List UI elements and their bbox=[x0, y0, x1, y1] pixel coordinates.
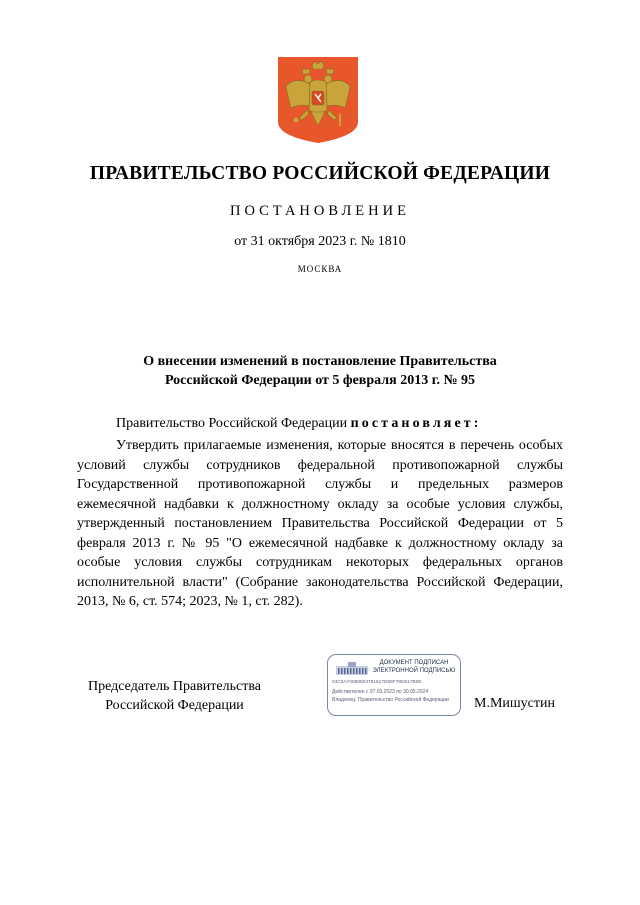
ecp-owner: Владелец: Правительство Российской Федерации bbox=[332, 697, 449, 703]
ecp-heading bbox=[370, 660, 458, 675]
preamble-text: Правительство Российской Федерации bbox=[116, 416, 351, 431]
subject-line-1: О внесении изменений в постановление Правительства bbox=[143, 354, 497, 369]
document-subject bbox=[0, 352, 640, 390]
subject-line-2: Российской Федерации от 5 февраля 2013 г. № 95 bbox=[164, 373, 476, 388]
ecp-validity: Действителен с 07.03.2023 по 30.05.2024 bbox=[332, 689, 429, 695]
electronic-signature-stamp bbox=[327, 654, 461, 716]
body-paragraph: Утвердить прилагаемые изменения, которые вносятся в перечень особых условий службы сотрудников федеральной противопожарной службы Государственной противопожарной службы и предельных размеров ежемесячной надбавки к должностному окладу за особые условия службы, утвержденный постановлением Правительства Российской Федерации от 5 февраля 2013 г. № 95 "О ежемесячной надбавке к должностному окладу за особые условия службы сотрудникам некоторых федеральных органов исполнительной власти" (Собрание законодательства Российской Федерации, 2013, № 6, ст. 574; 2023, № 1, ст. 282). bbox=[77, 438, 563, 609]
signer-position bbox=[77, 677, 272, 715]
eagle-emblem-icon bbox=[277, 56, 359, 144]
government-title: ПРАВИТЕЛЬСТВО РОССИЙСКОЙ ФЕДЕРАЦИИ bbox=[89, 163, 551, 184]
signer-name: М.Мишустин bbox=[474, 696, 555, 711]
government-building-icon bbox=[334, 661, 370, 676]
signer-position-line-2: Российской Федерации bbox=[105, 698, 244, 713]
preamble bbox=[116, 416, 482, 432]
coat-of-arms bbox=[277, 56, 359, 144]
ecp-heading-line-1: ДОКУМЕНТ ПОДПИСАН bbox=[379, 660, 449, 666]
ecp-certificate-serial: 24C3A70090503761617D69F78D517B0E bbox=[332, 680, 422, 685]
document-city: МОСКВА bbox=[297, 264, 343, 274]
document-type: ПОСТАНОВЛЕНИЕ bbox=[230, 203, 410, 219]
document-date-number: от 31 октября 2023 г. № 1810 bbox=[234, 234, 406, 249]
ecp-heading-line-2: ЭЛЕКТРОННОЙ ПОДПИСЬЮ bbox=[372, 667, 456, 674]
preamble-emphasis: постановляет: bbox=[350, 416, 482, 431]
signer-position-line-1: Председатель Правительства bbox=[88, 679, 261, 694]
